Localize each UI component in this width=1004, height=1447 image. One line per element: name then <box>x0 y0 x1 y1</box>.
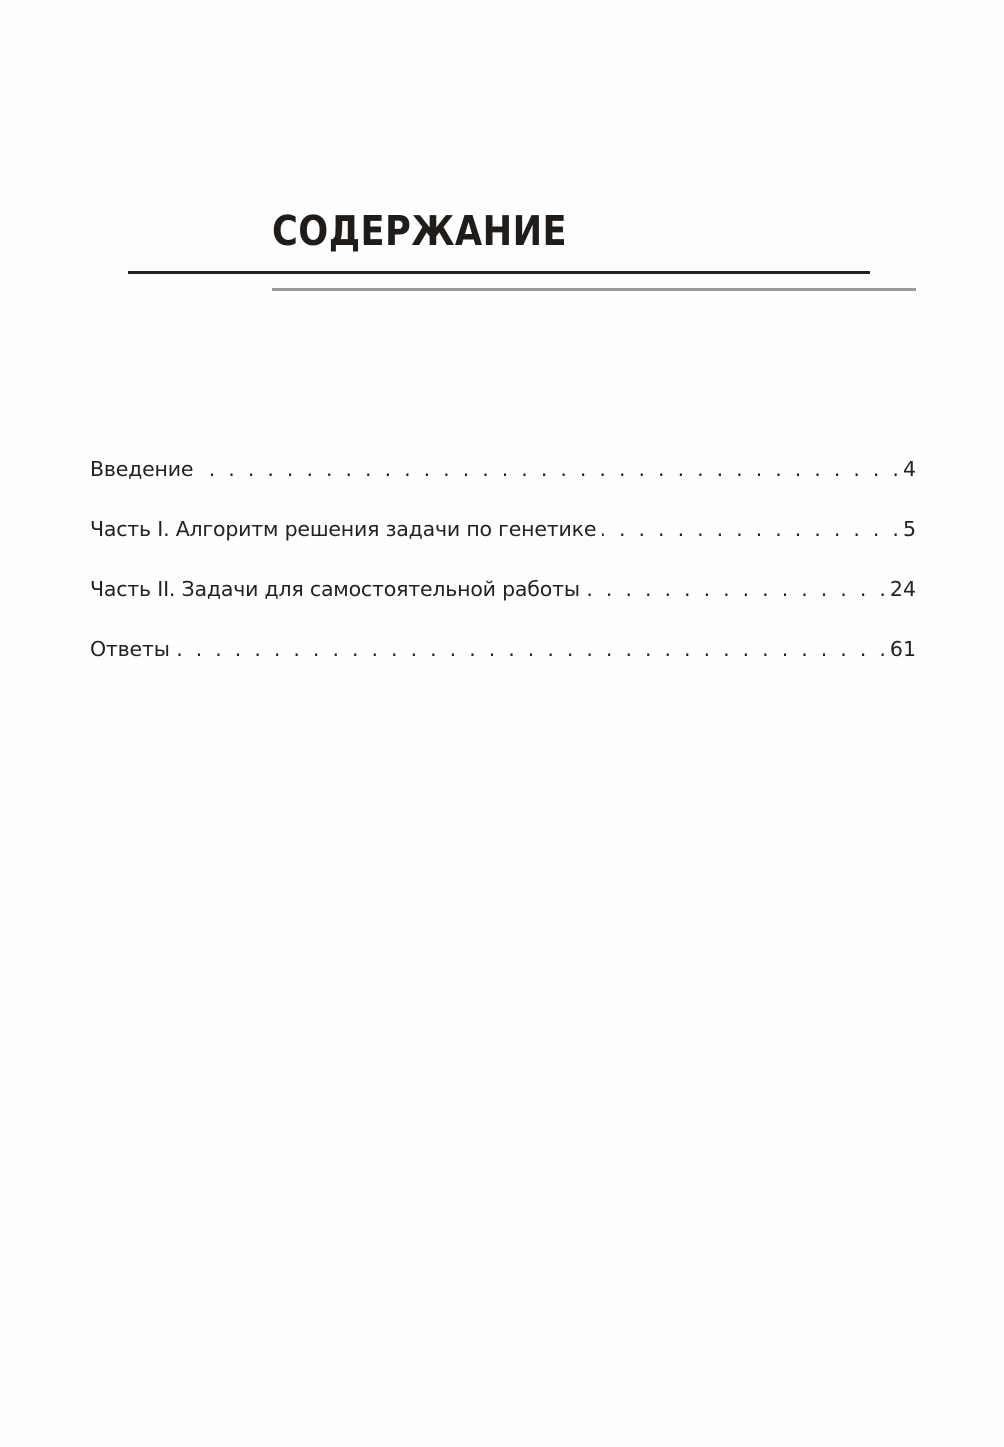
toc-entry-label: Часть I. Алгоритм решения задачи по генетике <box>90 517 597 541</box>
toc-entry-introduction[interactable] <box>90 449 916 489</box>
table-of-contents <box>90 449 916 689</box>
page-title: СОДЕРЖАНИЕ <box>272 207 568 255</box>
toc-page-number: 24 <box>889 577 916 601</box>
dot-leader <box>586 569 886 609</box>
title-rule-dark <box>128 271 870 274</box>
toc-entry-part-1[interactable] <box>90 509 916 549</box>
toc-entry-part-2[interactable] <box>90 569 916 609</box>
dot-leader <box>199 449 899 489</box>
toc-entry-label: Часть II. Задачи для самостоятельной работы <box>90 577 580 601</box>
dot-leader <box>602 509 899 549</box>
toc-entry-label: Введение <box>90 457 194 481</box>
toc-page-number: 5 <box>902 517 916 541</box>
toc-page-number: 61 <box>889 637 916 661</box>
toc-entry-answers[interactable] <box>90 629 916 669</box>
title-rule-grey <box>272 288 916 291</box>
toc-page-number: 4 <box>902 457 916 481</box>
toc-entry-label: Ответы <box>90 637 170 661</box>
dot-leader <box>176 629 886 669</box>
